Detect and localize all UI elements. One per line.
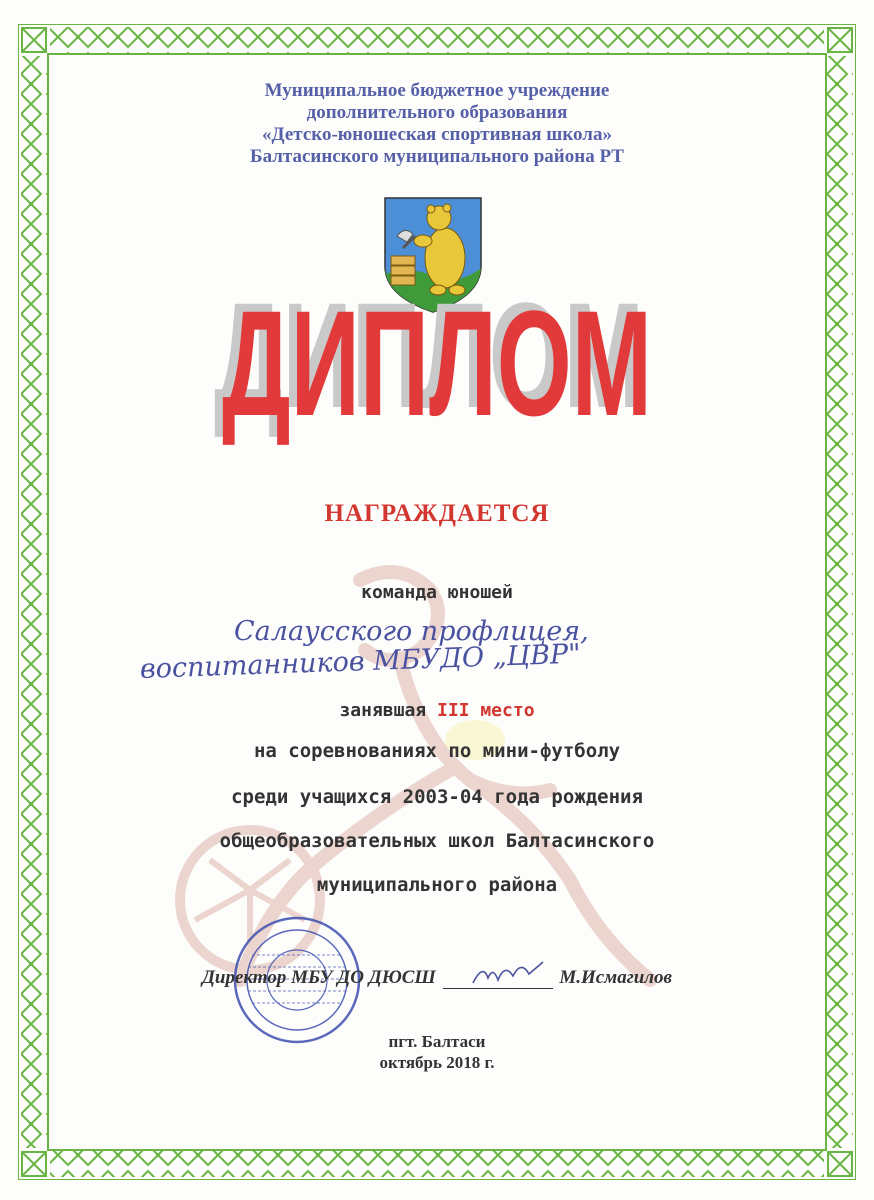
place-value: III место — [437, 700, 535, 721]
title-shadow: ДИПЛОМ — [214, 275, 644, 439]
handwritten-school: Салаусского профлицея, — [234, 616, 589, 647]
director-role: Директор МБУ ДО ДЮСШ — [201, 967, 436, 988]
signature-line — [443, 970, 553, 989]
competition-line: на соревнованиях по мини-футболу — [253, 740, 621, 762]
issue-date: октябрь 2018 г. — [379, 1053, 495, 1072]
header-line-1: Муниципальное бюджетное учреждение — [264, 80, 610, 101]
district-line: муниципального района — [316, 874, 558, 896]
town: пгт. Балтаси — [388, 1032, 486, 1051]
handwritten-signature — [443, 958, 553, 988]
team-line: команда юношей — [361, 582, 513, 603]
diploma-title — [0, 275, 874, 445]
schools-line: общеобразовательных школ Балтасинского — [219, 830, 655, 852]
place-prefix: занявшая — [339, 700, 427, 721]
signature-row — [0, 967, 874, 989]
place-line — [0, 700, 874, 721]
title-text: ДИПЛОМ — [222, 279, 652, 445]
header-line-3: «Детско-юношеская спортивная школа» — [262, 124, 612, 145]
header-line-2: дополнительного образования — [306, 102, 568, 123]
director-name: М.Исмагилов — [559, 967, 673, 988]
institution-header — [0, 80, 874, 168]
students-line: среди учащихся 2003-04 года рождения — [231, 786, 643, 808]
handwritten-pupils: воспитанников МБУДО „ЦВР" — [139, 638, 582, 685]
awarded-heading: НАГРАЖДАЕТСЯ — [324, 500, 550, 527]
header-line-4: Балтасинского муниципального района РТ — [250, 146, 624, 167]
